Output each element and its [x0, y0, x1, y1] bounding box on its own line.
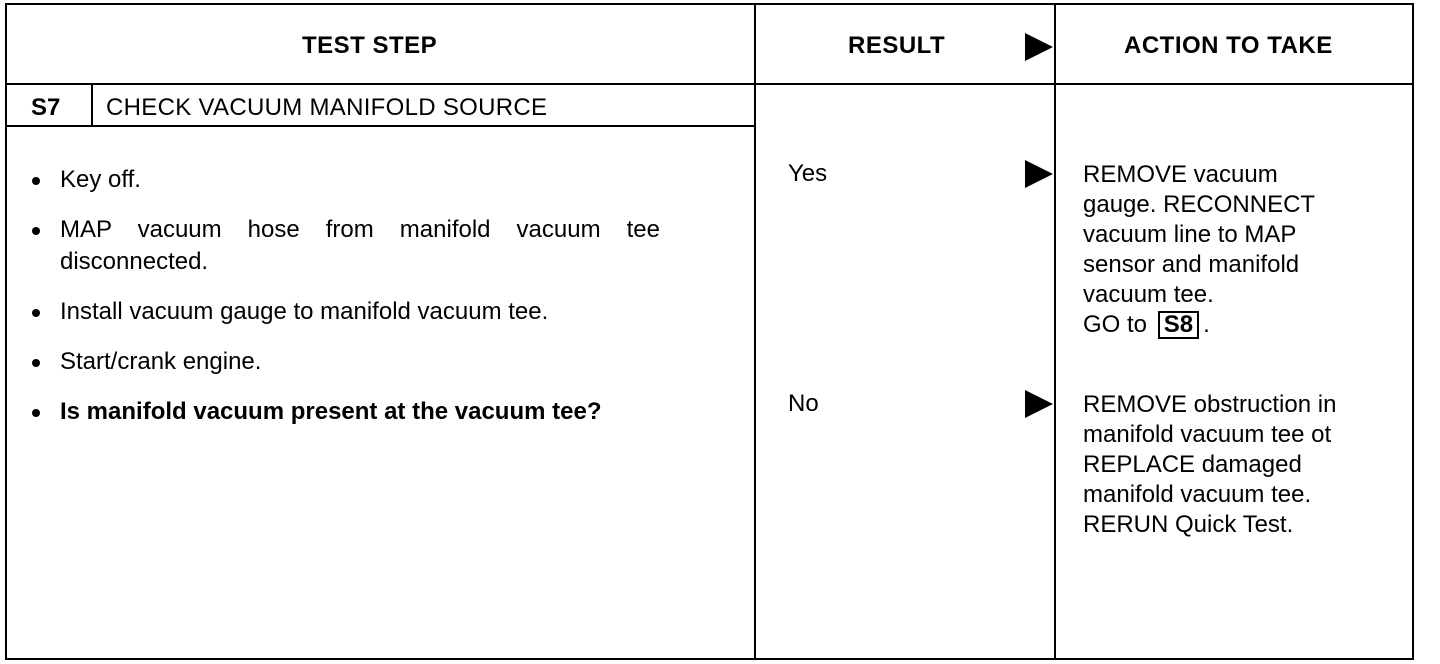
- result-no: No: [788, 390, 819, 417]
- result-yes-arrow-icon: [1025, 160, 1053, 188]
- column-divider-result: [754, 3, 756, 660]
- result-no-arrow-icon: [1025, 390, 1053, 418]
- step-id: S7: [31, 94, 61, 121]
- header-test-step: TEST STEP: [302, 32, 438, 59]
- action-yes: REMOVE vacuum gauge. RECONNECT vacuum line to MAP sensor and manifold vacuum tee. GO to S8 .: [1083, 160, 1403, 340]
- instruction-question: Is manifold vacuum present at the vacuum tee?: [32, 396, 660, 428]
- header-divider: [5, 83, 1414, 85]
- bullet-icon: [32, 227, 40, 235]
- bullet-icon: [32, 409, 40, 417]
- result-yes: Yes: [788, 160, 828, 187]
- action-no: REMOVE obstruction in manifold vacuum tee ot REPLACE damaged manifold vacuum tee. RERUN Quick Test.: [1083, 391, 1337, 538]
- header-action: ACTION TO TAKE: [1124, 32, 1333, 59]
- header-arrow-icon: [1025, 33, 1053, 61]
- bullet-icon: [32, 309, 40, 317]
- instruction-item: MAP vacuum hose from manifold vacuum tee disconnected.: [32, 214, 660, 278]
- header-result: RESULT: [848, 32, 946, 59]
- instruction-item: Install vacuum gauge to manifold vacuum tee.: [32, 296, 660, 328]
- step-title-divider: [5, 125, 756, 127]
- step-id-divider: [91, 85, 93, 126]
- goto-line: GO to S8 .: [1083, 311, 1210, 338]
- column-divider-action: [1054, 3, 1056, 660]
- bullet-icon: [32, 177, 40, 185]
- step-title: CHECK VACUUM MANIFOLD SOURCE: [106, 94, 548, 121]
- step-instructions: [32, 164, 660, 446]
- bullet-icon: [32, 359, 40, 367]
- instruction-item: Key off.: [32, 164, 660, 196]
- goto-step-reference[interactable]: S8: [1158, 311, 1199, 339]
- instruction-item: Start/crank engine.: [32, 346, 660, 378]
